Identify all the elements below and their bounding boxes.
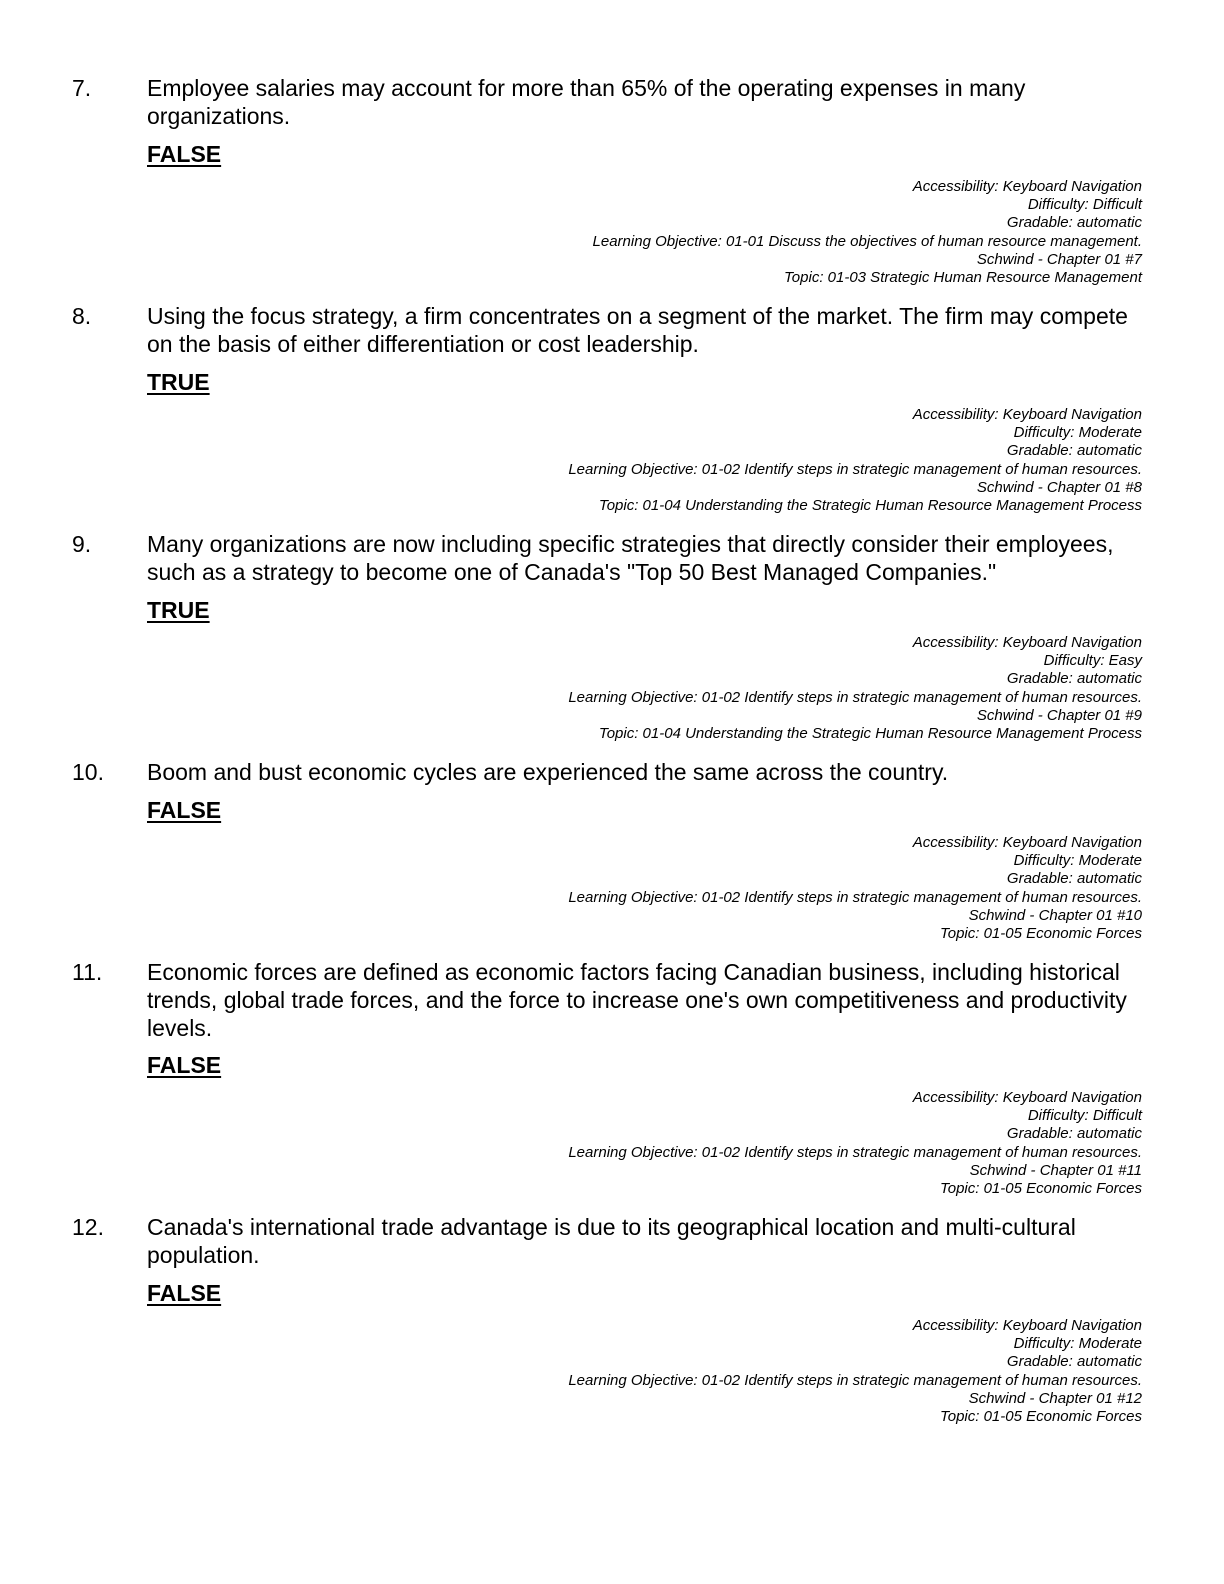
meta-topic: Topic: 01-04 Understanding the Strategic Human Resource Management Process [598, 496, 1142, 514]
question-number: 7. [72, 75, 92, 101]
meta-accessibility: Accessibility: Keyboard Navigation [912, 178, 1142, 195]
question-metadata [568, 834, 1142, 943]
meta-topic: Topic: 01-05 Economic Forces [939, 1179, 1142, 1197]
question-metadata [568, 406, 1142, 515]
meta-learning-objective: Learning Objective: 01-02 Identify steps in strategic management of human resources. [568, 1371, 1142, 1389]
meta-topic: Topic: 01-03 Strategic Human Resource Management [784, 268, 1142, 286]
question-text: Employee salaries may account for more than 65% of the operating expenses in many organizations. [147, 75, 1026, 129]
question-metadata [568, 1317, 1142, 1426]
meta-difficulty: Difficulty: Difficult [1027, 196, 1142, 214]
answer-label: TRUE [147, 597, 210, 623]
meta-difficulty: Difficulty: Moderate [1013, 852, 1142, 870]
meta-gradable: Gradable: automatic [1006, 214, 1142, 232]
meta-difficulty: Difficulty: Easy [1043, 652, 1142, 670]
meta-accessibility: Accessibility: Keyboard Navigation [912, 834, 1142, 851]
question-number: 9. [72, 531, 92, 557]
meta-topic: Topic: 01-05 Economic Forces [939, 1407, 1142, 1425]
question-number: 10. [72, 759, 104, 785]
answer-label: FALSE [147, 141, 222, 167]
meta-learning-objective: Learning Objective: 01-02 Identify steps in strategic management of human resources. [568, 460, 1142, 478]
meta-source: Schwind - Chapter 01 #12 [968, 1389, 1142, 1407]
meta-gradable: Gradable: automatic [1006, 1353, 1142, 1371]
answer-label: TRUE [147, 369, 210, 395]
meta-source: Schwind - Chapter 01 #7 [976, 250, 1142, 268]
meta-source: Schwind - Chapter 01 #9 [976, 706, 1142, 724]
meta-topic: Topic: 01-04 Understanding the Strategic Human Resource Management Process [598, 724, 1142, 742]
meta-learning-objective: Learning Objective: 01-02 Identify steps in strategic management of human resources. [568, 1143, 1142, 1161]
meta-accessibility: Accessibility: Keyboard Navigation [912, 406, 1142, 423]
meta-gradable: Gradable: automatic [1006, 670, 1142, 688]
meta-source: Schwind - Chapter 01 #8 [976, 478, 1142, 496]
meta-gradable: Gradable: automatic [1006, 442, 1142, 460]
meta-gradable: Gradable: automatic [1006, 870, 1142, 888]
meta-source: Schwind - Chapter 01 #11 [969, 1161, 1142, 1179]
question-text: Using the focus strategy, a firm concentrates on a segment of the market. The firm may compete on the basis of either differentiation or cost leadership. [147, 303, 1128, 357]
meta-difficulty: Difficulty: Difficult [1027, 1107, 1142, 1125]
question-text: Many organizations are now including specific strategies that directly consider their employees, such as a strategy to become one of Canada's "Top 50 Best Managed Companies." [147, 531, 1114, 585]
meta-accessibility: Accessibility: Keyboard Navigation [912, 1317, 1142, 1334]
question-text: Economic forces are defined as economic factors facing Canadian business, including historical trends, global trade forces, and the force to increase one's own competitiveness and productivity levels. [147, 959, 1127, 1041]
meta-difficulty: Difficulty: Moderate [1013, 424, 1142, 442]
meta-learning-objective: Learning Objective: 01-01 Discuss the objectives of human resource management. [592, 232, 1142, 250]
meta-gradable: Gradable: automatic [1006, 1125, 1142, 1143]
answer-label: FALSE [147, 797, 222, 823]
question-metadata [568, 634, 1142, 743]
question-text: Boom and bust economic cycles are experienced the same across the country. [147, 759, 949, 785]
meta-accessibility: Accessibility: Keyboard Navigation [912, 1089, 1142, 1106]
meta-learning-objective: Learning Objective: 01-02 Identify steps in strategic management of human resources. [568, 888, 1142, 906]
answer-label: FALSE [147, 1052, 222, 1078]
question-number: 12. [72, 1214, 104, 1240]
meta-learning-objective: Learning Objective: 01-02 Identify steps in strategic management of human resources. [568, 688, 1142, 706]
question-number: 11. [72, 959, 103, 985]
question-metadata [593, 178, 1142, 287]
meta-difficulty: Difficulty: Moderate [1013, 1335, 1142, 1353]
meta-accessibility: Accessibility: Keyboard Navigation [912, 634, 1142, 651]
meta-source: Schwind - Chapter 01 #10 [968, 906, 1142, 924]
question-number: 8. [72, 303, 92, 329]
meta-topic: Topic: 01-05 Economic Forces [939, 924, 1142, 942]
question-metadata [568, 1089, 1142, 1198]
question-text: Canada's international trade advantage is due to its geographical location and multi-cultural population. [147, 1214, 1076, 1268]
answer-label: FALSE [147, 1280, 222, 1306]
